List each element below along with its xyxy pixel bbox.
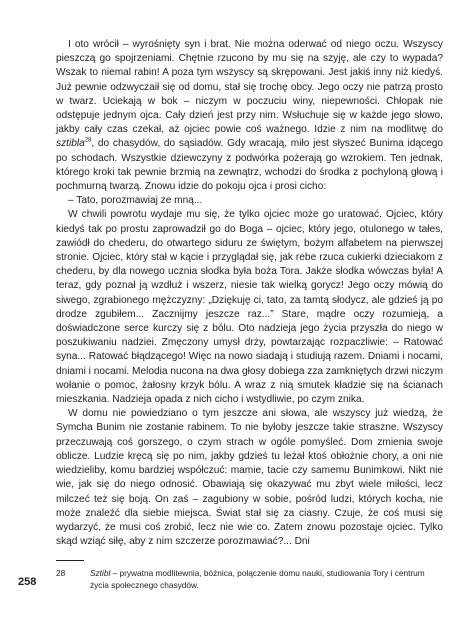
footnote-reference: 28 — [84, 138, 92, 145]
footnote-term: Sztibl — [90, 568, 111, 578]
footnote-divider — [56, 560, 84, 561]
paragraph-3: W domu nie powiedziano o tym jeszcze ani słowa, ale wszyscy już wiedzą, że Symcha Bunim nie zostanie rabinem. To nie byłoby jeszcze takie straszne. Wszyscy przeczuwają coś gorszego, o czym strach w ogóle pomyśleć. Dom zmienia swoje oblicze. Ludzie kręcą się po nim, jakby gdzieś tu leżał ktoś obłożnie chory, a oni nie wiedzieliby, komu bardziej współczuć: mamie, tacie czy samemu Bunimkowi. Nikt nie wie, jak się do niego odnosić. Obawiają się okazywać mu zbyt wiele miłości, lecz milczeć też się boją. On zaś – zagubiony w sobie, pośród ludzi, których kocha, nie może znaleźć dla siebie miejsca. Świat stał się za ciasny. Czuje, że coś musi się wydarzyć, że musi coś zrobić, lecz nie wie co. Zatem znowu pozostaje ojciec. Tylko skąd wziąć siłę, aby z nim szczerze porozmawiać?... Dni — [56, 408, 443, 548]
dialogue-line: – Tato, porozmawiaj ze mną... — [68, 195, 203, 207]
page-number: 258 — [18, 576, 37, 588]
paragraph-2: W chwili powrotu wydaje mu się, że tylko ojciec może go uratować. Ojciec, który kiedyś tak po prostu zaprowadził go do Boga – ojciec, który jego, otulonego w tałes, zawiódł do chederu, do otwartego siduru ze świętym, bożym alfabetem na pierwszej stronie. Ojciec, który stał w kącie i przyglądał się, jak rebe rzuca cukierki dzieciakom z chederu, by dla nowego ucznia słodka była boża Tora. Jakże słodka wówczas była! A teraz, gdy poznał ją wzdłuż i wszerz, niesie tak wielką gorycz! Jego oczy mówią do siwego, zgrabionego mężczyzny: „Dziękuję ci, tato, za tamtą słodycz, ale gdzieś ją po drodze zgubiłem... Zacznijmy jeszcze raz...” Stare, mądre oczy rozumieją, a doświadczone serce kurczy się z bólu. Oto nadzieja jego życia przyszła do niego w poszukiwaniu nadziei. Zmęczony umysł drży, powtarzając rozpaczliwie: – Ratować syna... Ratować błądzącego! Więc na nowo siadają i studiują razem. Dniami i nocami, dniami i nocami. Melodia nucona na dwa głosy dobiega zza zamkniętych drzwi niczym wołanie o pomoc, żałosny krzyk bólu. A wraz z nią smutek kładzie się na ścianach mieszkania. Nadzieja opada z nich cicho i wstydliwie, po czym znika. — [56, 209, 443, 406]
italic-term: sztibla — [56, 138, 85, 150]
paragraph-1-text: I oto wrócił – wyrośnięty syn i brat. Nie można oderwać od niego oczu. Wszyscy pieszczą go spojrzeniami. Chętnie rzucono by mu się na szyję, ale czy to wypada? Wszak to niemal rabin! A poza tym wszyscy są skrępowani. Jest jakiś inny niż kiedyś. Już pewnie odzwyczaił się od domu, stał się trochę obcy. Jego oczy nie patrzą prosto w twarz. Uciekają w bok – niczym w poczuciu winy, niepewności. Chłopak nie odstępuje jednym ojca. Cały dzień jest przy nim. Wsłuchuje się w każde jego słowo, jakby cały czas czekał, aż ojciec powie coś ważnego. Idzie z nim na modlitwę do — [56, 39, 443, 136]
body-text — [56, 38, 443, 549]
footnote-number: 28 — [56, 568, 66, 578]
footnote-definition: – prywatna modlitewnia, bóżnica, połączenie domu nauki, studiowania Tory i centrum życia społecznego chasydów. — [90, 568, 425, 590]
paragraph-1-rest: , do chasydów, do sąsiadów. Gdy wracają, miło jest słyszeć Bunima idącego po schodach. Wszystkie dziewczyny z podwórka pożerają go wzrokiem. Ten jednak, którego kroki tak pewnie brzmią na zewnątrz, wchodzi do środka z pochyloną głową i pochmurną twarzą. Znowu idzie do pokoju ojca i prosi cicho: — [56, 138, 443, 193]
paragraph-1 — [56, 38, 443, 194]
footnote-text — [90, 568, 443, 591]
